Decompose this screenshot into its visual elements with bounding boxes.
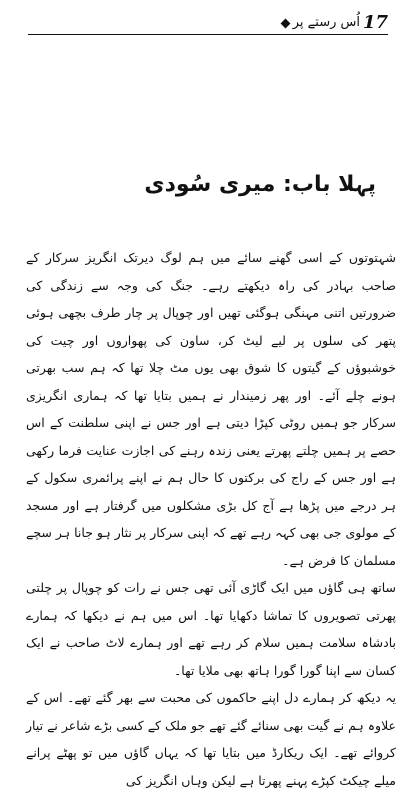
paragraph-1: شہتوتوں کے اسی گھنے سائے میں ہم لوگ دیرتک انگریز سرکار کے صاحب بہادر کی راہ دیکھتے رہے۔ جنگ کی وجہ سے زندگی کی ضرورتیں اتنی مہنگی ہوگئی تھیں اور چوپال پر چار طرف بچھی ہوئی پتھر کی سلوں پر لیے لیٹ کر، ساون کی پھواروں اور چیت کی خوشبوؤں کے گیتوں کا شوق بھی یوں مٹ چلا تھا کہ ہم سب بھرتی ہونے چلے آئے۔ اور پھر زمیندار نے ہمیں بتایا تھا کہ ہماری انگریزی سرکار جو ہمیں روٹی کپڑا دیتی ہے اور جس نے اپنی سلطنت کے اس حصے پر ہمیں چلتے پھرتے یعنی زندہ رہنے کی اجازت عنایت فرما رکھی ہے اور جس کے راج کی برکتوں کا حال ہم نے اپنے پرائمری سکول کے ہر درجے میں پڑھا ہے آج کل بڑی مشکلوں میں گرفتار ہے اور مسجد کے مولوی جی بھی کہہ رہے تھے کہ اپنی سرکار پر نثار ہو جانا ہر سچے مسلمان کا فرض ہے۔ (26, 250, 396, 568)
page-header (28, 12, 388, 36)
header-rule (28, 34, 388, 35)
page-number: 17 (362, 12, 388, 33)
body-text (26, 244, 396, 794)
running-title: اُس رستے پر (292, 15, 360, 30)
paragraph-3: یہ دیکھ کر ہمارے دل اپنے حاکموں کی محبت سے بھر گئے تھے۔ اس کے علاوہ ہم نے گیت بھی سنائے گئے تھے جو ملک کے کسی بڑے شاعر نے تیار کروائے تھے۔ ایک ریکارڈ میں بتایا تھا کہ یہاں گاؤں میں تو پھٹے پرانے میلے چیکٹ کپڑے پہنے پھرتا ہے لیکن وہاں انگریز کی (26, 690, 396, 788)
diamond-ornament-icon (280, 18, 290, 28)
chapter-title: پہلا باب: میری سُودی (144, 172, 376, 197)
paragraph-2: ساتھ ہی گاؤں میں ایک گاڑی آئی تھی جس نے رات کو چوپال پر چلتی پھرتی تصویروں کا تماشا دکھایا تھا۔ اس میں ہم نے دیکھا کہ ہمارے بادشاہ سلامت ہمیں سلام کر رہے تھے اور ہمارے لاٹ صاحب نے ایک کسان سے اپنا گورا گورا ہاتھ بھی ملایا تھا۔ (26, 580, 396, 678)
running-head (282, 13, 360, 33)
